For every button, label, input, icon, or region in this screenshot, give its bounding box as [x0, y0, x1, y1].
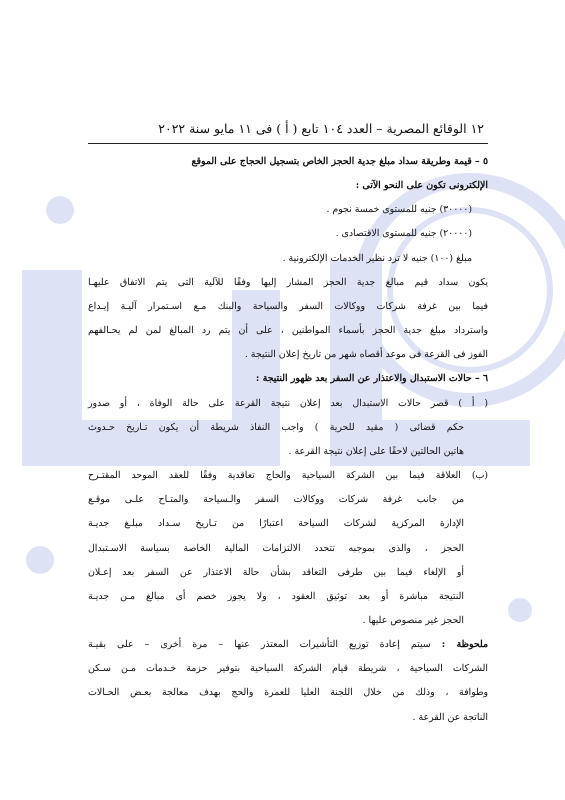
item-b-line: أو الإلغاء فيما بين طرفى التعاقد بشأن حالة الاعتذار عن السفر بعد إعـلان: [88, 566, 464, 578]
fee-item-electronic: مبلغ (١٠٠) جنيه لا ترد نظير الخدمات الإلكترونية .: [282, 252, 472, 264]
item-b-line: النتيجة مباشرة أو بعد توثيق العقود ، ولا يجوز خصم أى مبالغ مـن جديـة: [88, 590, 464, 602]
document-page: [88, 118, 488, 730]
paragraph-line: واسترداد مبلغ جدية الحجز بأسماء المواطنين ، على أن يتم رد المبالغ لمن لم يحـالفهم: [88, 325, 488, 337]
item-a-line: هاتين الحالتين لاحقًا على إعلان نتيجة القرعة .: [288, 445, 464, 457]
item-a-line: ( أ ) قصر حالات الاستبدال بعد إعلان نتيجة القرعة على حالة الوفاة ، أو صدور: [88, 397, 488, 409]
item-b-line: الحجز غير منصوص عليها .: [362, 614, 464, 626]
document-body: [88, 150, 488, 730]
note-line: الناتجة عن القرعة .: [412, 711, 488, 723]
item-a-line: حكم قضائى ( مقيد للحرية ) واجب النفاذ شريطة أن يكون تـاريخ حـدوث: [88, 421, 464, 433]
clause-5-heading: ٥ – قيمة وطريقة سداد مبلغ جدية الحجز الخاص بتسجيل الحجاج على الموقع: [191, 156, 488, 167]
clause-5-heading-cont: الإلكترونى تكون على النحو الآتى :: [355, 180, 488, 192]
note-line: ملحوظة : سيتم إعادة توزيع التأشيرات المعتذر عنها – مرة أخرى – على بقيـة: [88, 639, 488, 651]
paragraph-line: فيما بين غرفة شركات ووكالات السفر والسياحة والبنك مـع اسـتمرار آليـة إيـداع: [88, 300, 488, 312]
note-line: الشركات السياحية ، شريطة قيام الشركة السياحية بتوفير حزمة خـدمات مـن سـكن: [88, 663, 488, 675]
fee-item-economy: (٢٠٠٠٠) جنيه للمستوى الاقتصادى .: [335, 228, 472, 240]
item-b-line: الحجز ، والذى بموجبه تتحدد الالتزامات المالية الخاصة بسياسة الاسـتبدال: [88, 542, 464, 554]
note-label: ملحوظة :: [441, 639, 488, 651]
fee-item-five-star: (٣٠٠٠٠) جنيه للمستوى خمسة نجوم .: [326, 204, 472, 216]
item-b-line: من جانب غرفة شركات ووكالات السفر والـسياحة والمتـاح علـى موقـع: [88, 494, 464, 506]
item-b-line: الإدارة المركزية لشركات السياحة اعتبارًا من تـاريخ سـداد مبلـغ جديـة: [88, 518, 464, 530]
header-divider: [88, 143, 488, 144]
watermark-glyph: [22, 270, 82, 420]
clause-6-heading: ٦ – حالات الاستبدال والاعتذار عن السفر بعد ظهور النتيجة :: [255, 373, 488, 385]
page-header: ١٢ الوقائع المصرية – العدد ١٠٤ تابع ( أ ) فى ١١ مايو سنة ٢٠٢٢: [158, 121, 484, 136]
item-b-line: (ب) العلاقة فيما بين الشركة السياحية والحاج تعاقدية وفقًا للعقد الموحد المقتـرح: [88, 470, 488, 482]
note-line: وطوافة ، وذلك من خلال اللجنة العليا للعمرة والحج بهدف معالجة بعـض الحـالات: [88, 687, 488, 699]
paragraph-line: يكون سداد قيم مبالغ جدية الحجز المشار إليها وفقًا للآلية التى يتم الاتفاق عليهـا: [88, 276, 488, 288]
paragraph-line: الفوز فى القرعة فى موعد أقصاه شهر من تاريخ إعلان النتيجة .: [244, 349, 488, 361]
